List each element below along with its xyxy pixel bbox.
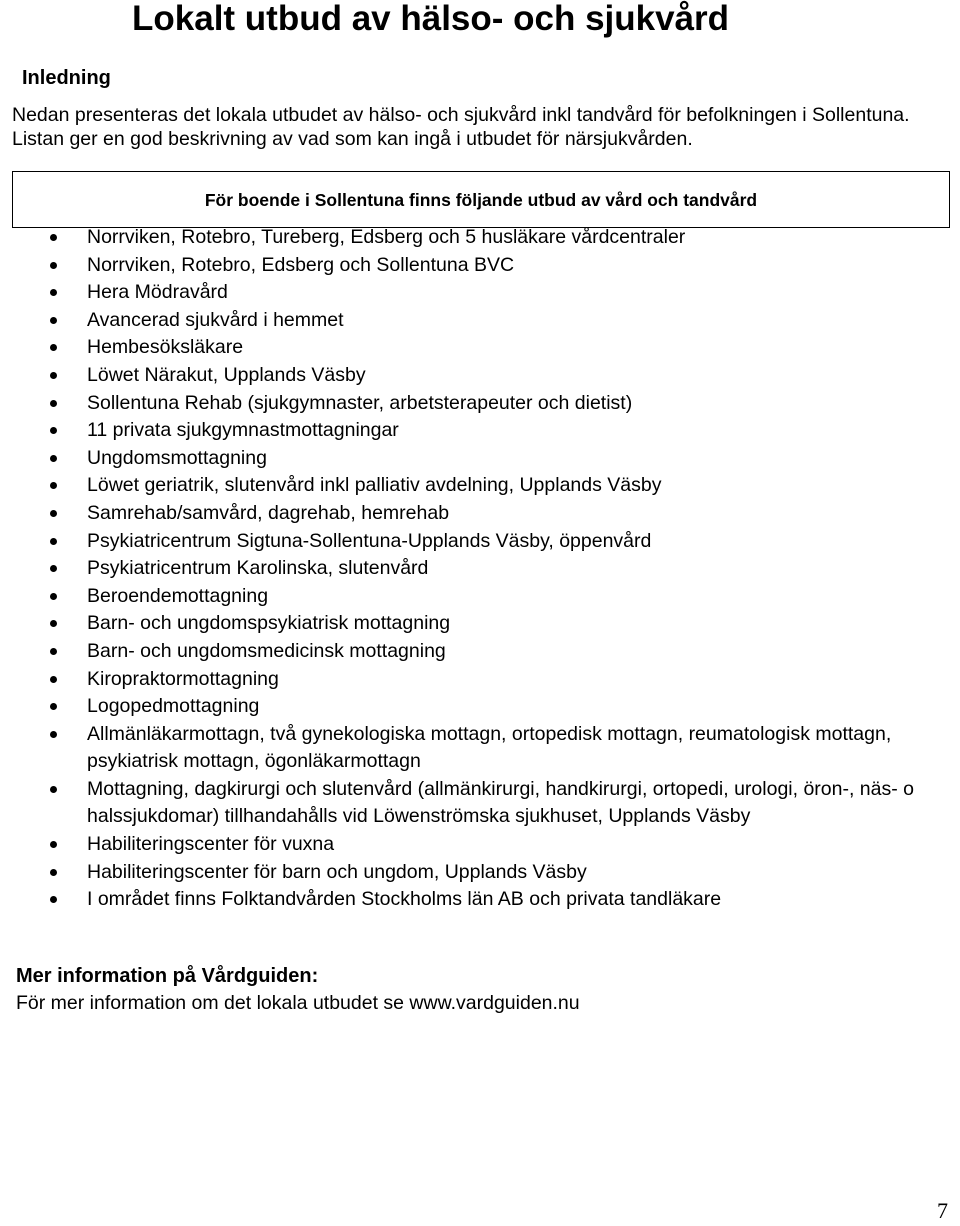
bullet-icon bbox=[50, 538, 57, 545]
list-item-text: Mottagning, dagkirurgi och slutenvård (allmänkirurgi, handkirurgi, ortopedi, urologi, öron-, näs- o halssjukdomar) tillhandahålls vid Löwenströmska sjukhuset, Upplands Väsby bbox=[87, 777, 915, 828]
list-item bbox=[0, 334, 960, 362]
list-item-text: Beroendemottagning bbox=[87, 584, 269, 607]
list-item-text: Allmänläkarmottagn, två gynekologiska mottagn, ortopedisk mottagn, reumatologisk mottagn, psykiatrisk mottagn, ögonläkarmottagn bbox=[87, 722, 892, 773]
list-item-text: Norrviken, Rotebro, Tureberg, Edsberg och 5 husläkare vårdcentraler bbox=[87, 226, 686, 248]
list-item bbox=[0, 886, 960, 914]
list-item-text: Barn- och ungdomspsykiatrisk mottagning bbox=[87, 612, 451, 635]
bullet-icon bbox=[50, 455, 57, 462]
list-item-text: Psykiatricentrum Sigtuna-Sollentuna-Upplands Väsby, öppenvård bbox=[87, 529, 652, 552]
page-title: Lokalt utbud av hälso- och sjukvård bbox=[132, 0, 730, 38]
list-item bbox=[0, 721, 960, 776]
bullet-icon bbox=[50, 869, 57, 876]
list-item bbox=[0, 528, 960, 556]
list-item bbox=[0, 362, 960, 390]
list-item-text: I området finns Folktandvården Stockholms län AB och privata tandläkare bbox=[87, 888, 722, 911]
list-item-text: Habiliteringscenter för vuxna bbox=[87, 833, 335, 856]
list-item bbox=[0, 831, 960, 859]
list-item-text: Samrehab/samvård, dagrehab, hemrehab bbox=[87, 501, 450, 524]
list-item bbox=[0, 555, 960, 583]
list-item-text: Barn- och ungdomsmedicinsk mottagning bbox=[87, 639, 446, 662]
list-item bbox=[0, 638, 960, 666]
bullet-icon bbox=[50, 317, 57, 324]
list-item bbox=[0, 252, 960, 280]
list-item bbox=[0, 693, 960, 721]
intro-paragraph: Nedan presenteras det lokala utbudet av hälso- och sjukvård inkl tandvård för befolkningen i Sollentuna. Listan ger en god beskrivning av vad som kan ingå i utbudet för närsjukvården. bbox=[12, 104, 910, 150]
list-item-text: Psykiatricentrum Karolinska, slutenvård bbox=[87, 557, 429, 580]
bullet-icon bbox=[50, 427, 57, 434]
list-item bbox=[0, 472, 960, 500]
list-item-text: Habiliteringscenter för barn och ungdom, Upplands Väsby bbox=[87, 860, 587, 883]
page-number: 7 bbox=[937, 1198, 948, 1223]
intro-heading: Inledning bbox=[22, 67, 111, 89]
list-item bbox=[0, 583, 960, 611]
bullet-icon bbox=[50, 593, 57, 600]
list-item-text: Logopedmottagning bbox=[87, 695, 260, 718]
bullet-icon bbox=[50, 896, 57, 903]
bullet-icon bbox=[50, 786, 57, 793]
more-info-text: För mer information om det lokala utbudet se www.vardguiden.nu bbox=[16, 992, 580, 1014]
bullet-icon bbox=[50, 372, 57, 379]
list-item bbox=[0, 445, 960, 473]
list-item-text: Sollentuna Rehab (sjukgymnaster, arbetsterapeuter och dietist) bbox=[87, 391, 633, 414]
bullet-icon bbox=[50, 510, 57, 517]
list-item-text: 11 privata sjukgymnastmottagningar bbox=[87, 419, 399, 442]
bullet-icon bbox=[50, 400, 57, 407]
list-item bbox=[0, 500, 960, 528]
list-item bbox=[0, 390, 960, 418]
bullet-icon bbox=[50, 676, 57, 683]
bullet-icon bbox=[50, 289, 57, 296]
list-item bbox=[0, 859, 960, 887]
list-item-text: Löwet Närakut, Upplands Väsby bbox=[87, 363, 366, 386]
list-item bbox=[0, 666, 960, 694]
list-item-text: Löwet geriatrik, slutenvård inkl palliativ avdelning, Upplands Väsby bbox=[87, 474, 662, 497]
list-item bbox=[0, 279, 960, 307]
bullet-icon bbox=[50, 620, 57, 627]
list-item-text: Kiropraktormottagning bbox=[87, 667, 279, 690]
services-heading-box bbox=[12, 171, 950, 228]
services-list bbox=[0, 224, 960, 914]
bullet-icon bbox=[50, 841, 57, 848]
list-item-text: Hembesöksläkare bbox=[87, 336, 244, 359]
bullet-icon bbox=[50, 731, 57, 738]
bullet-icon bbox=[50, 344, 57, 351]
list-item-text: Ungdomsmottagning bbox=[87, 446, 267, 469]
list-item bbox=[0, 417, 960, 445]
more-info-heading: Mer information på Vårdguiden: bbox=[16, 965, 319, 987]
bullet-icon bbox=[50, 703, 57, 710]
list-item bbox=[0, 224, 960, 252]
bullet-icon bbox=[50, 234, 57, 241]
list-item-text: Hera Mödravård bbox=[87, 281, 228, 304]
services-heading: För boende i Sollentuna finns följande utbud av vård och tandvård bbox=[204, 190, 758, 210]
list-item-text: Norrviken, Rotebro, Edsberg och Sollentuna BVC bbox=[87, 253, 515, 276]
bullet-icon bbox=[50, 565, 57, 572]
list-item bbox=[0, 307, 960, 335]
bullet-icon bbox=[50, 482, 57, 489]
bullet-icon bbox=[50, 262, 57, 269]
list-item-text: Avancerad sjukvård i hemmet bbox=[87, 308, 344, 331]
list-item bbox=[0, 610, 960, 638]
list-item bbox=[0, 776, 960, 831]
bullet-icon bbox=[50, 648, 57, 655]
